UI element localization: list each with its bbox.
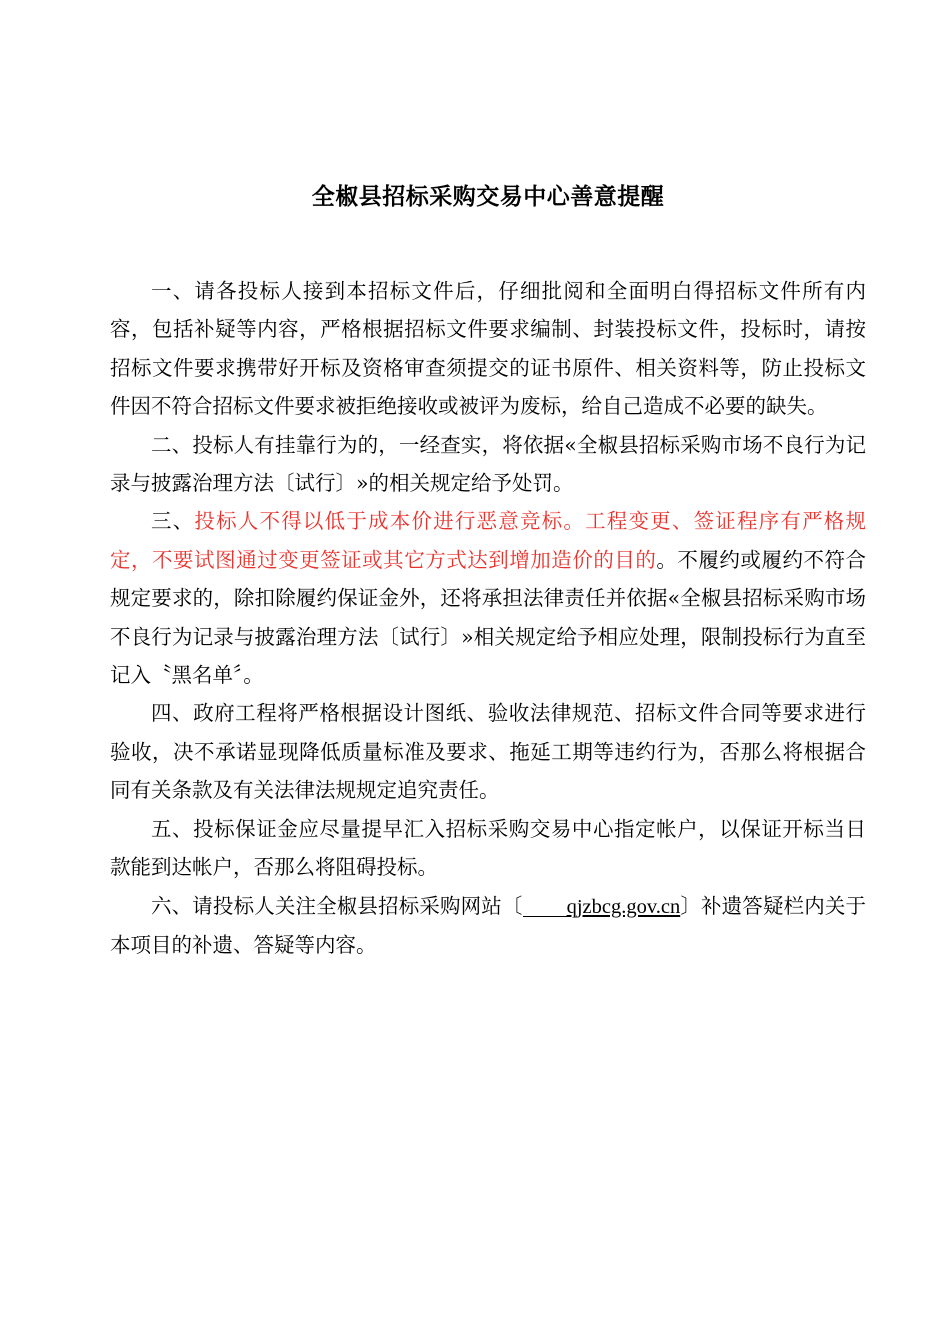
warning-text-separator: 。: [563, 509, 586, 534]
warning-text-change-order: 工程变更、签证程序有严格规定，不要试图通过变更签证或其它方式达到增加造价的目的: [110, 509, 866, 572]
document-title: 全椒县招标采购交易中心善意提醒: [311, 183, 665, 210]
document-body: [110, 272, 866, 964]
paragraph-6-before: 六、请投标人关注全椒县招标采购网站〔: [151, 893, 523, 918]
paragraph-4: 四、政府工程将严格根据设计图纸、验收法律规范、招标文件合同等要求进行验收，决不承诺显现降低质量标准及要求、拖延工期等违约行为，否那么将根据合同有关条款及有关法律法规规定追究责任。: [110, 701, 866, 803]
paragraph-5: 五、投标保证金应尽量提早汇入招标采购交易中心指定帐户，以保证开标当日款能到达帐户，否那么将阻碍投标。: [110, 816, 866, 880]
warning-text-low-price: 投标人不得以低于成本价进行恶意竞标: [194, 509, 564, 534]
paragraph-1: 一、请各投标人接到本招标文件后，仔细批阅和全面明白得招标文件所有内容，包括补疑等内容，严格根据招标文件要求编制、封装投标文件，投标时，请按招标文件要求携带好开标及资格审查须提交的证书原件、相关资料等，防止投标文件因不符合招标文件要求被拒绝接收或被评为废标，给自己造成不必要的缺失。: [110, 279, 866, 419]
paragraph-2: 二、投标人有挂靠行为的，一经查实，将依据«全椒县招标采购市场不良行为记录与披露治理方法〔试行〕»的相关规定给予处罚。: [110, 432, 866, 496]
paragraph-3-rest: 。不履约或履约不符合规定要求的，除扣除履约保证金外，还将承担法律责任并依据«全椒县招标采购市场不良行为记录与披露治理方法〔试行〕»相关规定给予相应处理，限制投标行为直至记入〝黑名单〞。: [110, 547, 867, 688]
website-link[interactable]: qjzbcg.gov.cn: [566, 895, 681, 918]
paragraph-3: [110, 502, 866, 694]
url-underline-pad: [523, 895, 567, 917]
paragraph-6-after: 〕补遗答疑栏内关于本项目的补遗、答疑等内容。: [110, 893, 867, 957]
paragraph-6: [110, 887, 866, 965]
paragraph-3-lead: 三、: [151, 509, 195, 534]
